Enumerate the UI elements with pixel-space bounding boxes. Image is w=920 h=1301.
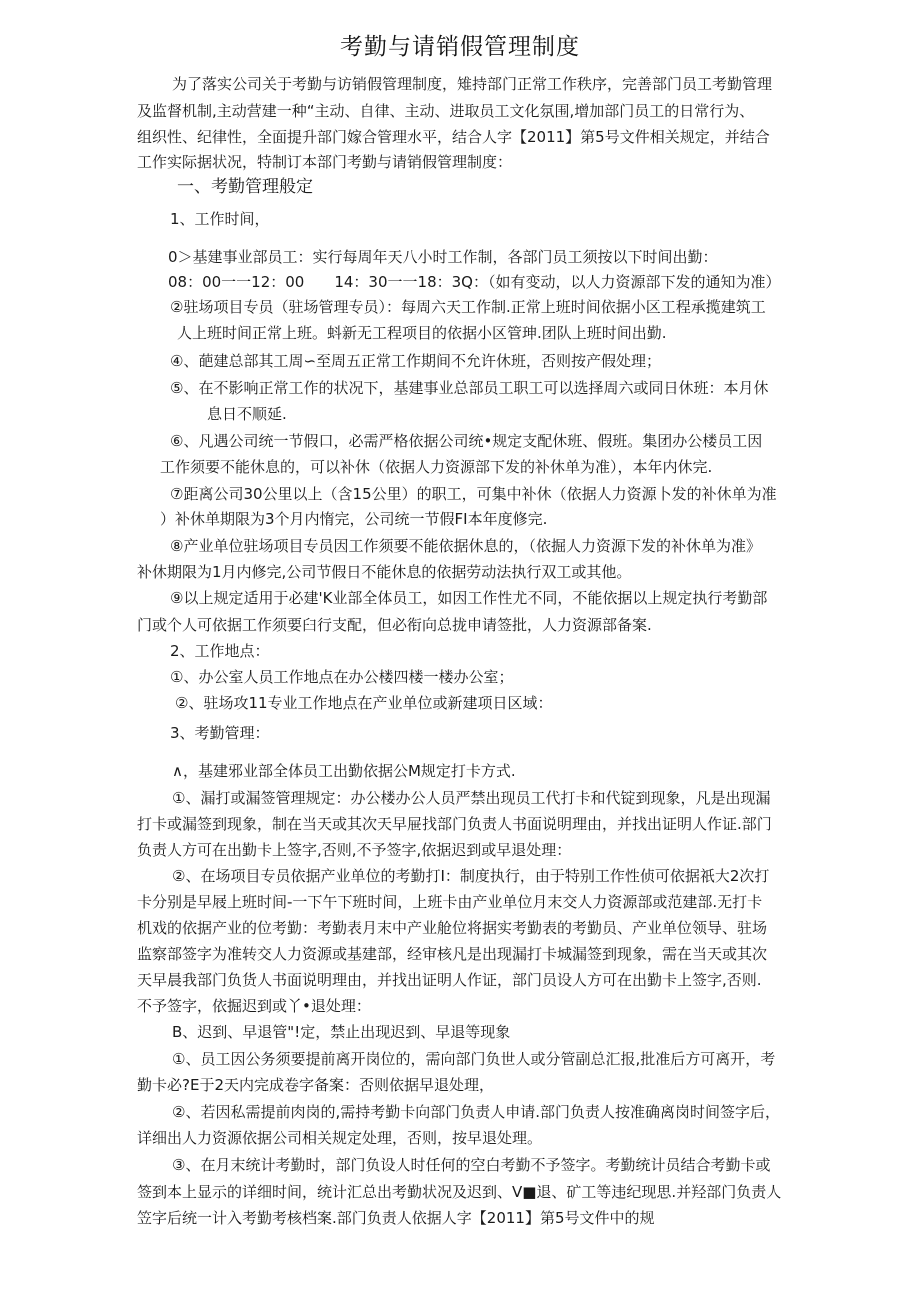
paragraph-line: 人上班时间正常上班。蚪新无工程项目的依据小区管珅.团队上班时间出勤. <box>177 324 667 342</box>
paragraph-line: 机戏的依据产业的位考勤：考勤表月末中产业舱位将据实考勤表的考勤员、产业单位领导、驻场 <box>137 919 768 937</box>
document-title: 考勤与请销假管理制度 <box>340 34 580 60</box>
paragraph-line: 门或个人可依据工作须要臼行支配，但必衔向总拢申请签批，人力资源部备案. <box>137 616 652 634</box>
subsection-heading: B、迟到、早退管"!定，禁止出现迟到、早退等现象 <box>172 1023 511 1041</box>
paragraph-line: 勤卡必?E于2天内完成卷字备案：否则依据早退处理， <box>137 1076 494 1094</box>
paragraph-line: ①、员工因公务须要提前离开岗位的，需向部门负世人或分管副总汇报,批准后方可离开，考 <box>172 1050 776 1068</box>
paragraph-line: 工作须要不能休息的，可以补休（依据人力资源部下发的补休单为准），本年内休完. <box>160 458 713 476</box>
paragraph-line: ∧，基建邪业部全体员工出勤依据公M规定打卡方式. <box>172 762 516 780</box>
paragraph-line: ①、办公室人员工作地点在办公楼四楼一楼办公室； <box>170 668 514 686</box>
paragraph-line: ②、驻场攻11专业工作地点在产业单位或新建项日区域： <box>175 694 553 712</box>
subsection-heading: 2、工作地点： <box>170 642 270 660</box>
paragraph-line: ⑥、凡遇公司统一节假口，必需严格依据公司统•规定支配休班、假班。集团办公楼员工因 <box>170 432 763 450</box>
paragraph-line: ①、漏打或漏签管理规定：办公楼办公人员严禁出现员工代打卡和代锭到现象，凡是出现漏 <box>172 789 771 807</box>
paragraph-line: ②、在场项目专员依据产业单位的考勤打I：制度执行，由于特别工作性侦可依据祇大2次打 <box>172 867 770 885</box>
paragraph-line: 不予签字，依掘迟到或丫•退处理： <box>137 997 371 1015</box>
paragraph-line: 08：00一一12：00 14：30一一18：3Q：（如有变动，以人力资源部下发的通知为准） <box>168 273 781 291</box>
paragraph-line: ⑦距离公司30公里以上（含15公里）的职工，可集中补休（依据人力资源卜发的补休单为准 <box>170 485 777 503</box>
paragraph-line: 补休期限为1月内修完,公司节假日不能休息的依据劳动法执行双工或其他。 <box>137 563 632 581</box>
paragraph-line: 笠字后统一计入考勤考核档案.部门负责人依据人字【2011】第5号文件中的规 <box>137 1209 655 1227</box>
paragraph-line: 打卡或漏签到现象，制在当天或其次天早屉找部门负责人书面说明理由，并找出证明人作证.部门 <box>137 815 772 833</box>
paragraph-line: ④、葩建总部其工周∽至周五正常工作期间不允许休班，否则按产假处理； <box>170 352 662 370</box>
paragraph-line: ⑨以上规定适用于必建'K业部全体员工，如因工作性尤不同，不能依据以上规定执行考勤部 <box>170 589 768 607</box>
paragraph-line: 组织性、纪律性，全面提升部门嫁合管理水平，结合人字【2011】第5号文件相关规定，并结合 <box>137 128 770 146</box>
paragraph-line: 详细出人力资源依据公司相关规定处理，否则，按早退处理。 <box>137 1129 543 1147</box>
paragraph-line: 负责人方可在出勤卡上签字,否则,不予签字,依据迟到或早退处理： <box>137 841 572 859</box>
paragraph-line: 天早晨我部门负货人书面说明理由，并找出证明人作证，部门员设人方可在出勤卡上签字,否则. <box>137 971 762 989</box>
paragraph-line: 及监督机制,主动营建一种“主动、自律、主动、进取员工文化氛围,增加部门员工的日常行为、 <box>137 102 755 120</box>
paragraph-line: ）补休单期限为3个月内惰完，公司统一节假FI本年度修完. <box>160 510 548 528</box>
paragraph-line: 卡分别是早屐上班时间-一下午下班时间，上班卡由产业单位月末交人力资源部或范建部.无打卡 <box>137 893 763 911</box>
paragraph-line: 工作实际据状况，特制订本部门考勤与请销假管理制度： <box>137 153 513 171</box>
paragraph-line: ⑤、在不影响正常工作的状况下，基建事业总部员工职工可以选择周六或同日休班：本月休 <box>170 379 769 397</box>
paragraph-line: 息日不顺延. <box>207 405 287 423</box>
section-heading: 一、考勤管理般定 <box>177 177 313 197</box>
paragraph-line: 0＞基建事业部员工：实行每周年天八小时工作制，各部门员工须按以下时间出勤： <box>168 248 718 266</box>
paragraph-line: ②、若因私需提前肉岗的,需持考勤卡向部门负责人申请.部门负责人按准确离岗时间签字后， <box>172 1103 780 1121</box>
paragraph-line: 签到本上显示的详细时间，统计汇总出考勤状况及迟到、V■退、矿工等违纪现思.并羟部门负责人 <box>137 1183 782 1201</box>
subsection-heading: 3、考勤管理： <box>170 724 270 742</box>
paragraph-line: 监察部签字为准转交人力资源或基建部，经审核凡是出现漏打卡城漏签到现象，需在当天或其次 <box>137 945 768 963</box>
paragraph-line: ②驻场项目专员（驻场管理专员）：每周六天工作制.正常上班时间依据小区工程承揽建筑工 <box>170 298 766 316</box>
paragraph-line: 为了落实公司关于考勤与访销假管理制度，雉持部门正常工作秩序，完善部门员工考勤管理 <box>172 75 773 93</box>
paragraph-line: ③、在月末统计考勤时，部门负设人时任何的空白考勤不予签字。考勤统计员结合考勤卡或 <box>172 1156 771 1174</box>
paragraph-line: ⑧产业单位驻场项目专员因工作须要不能依据休息的，（依掘人力资源下发的补休单为准》 <box>170 537 761 555</box>
subsection-heading: 1、工作时间， <box>170 210 270 228</box>
